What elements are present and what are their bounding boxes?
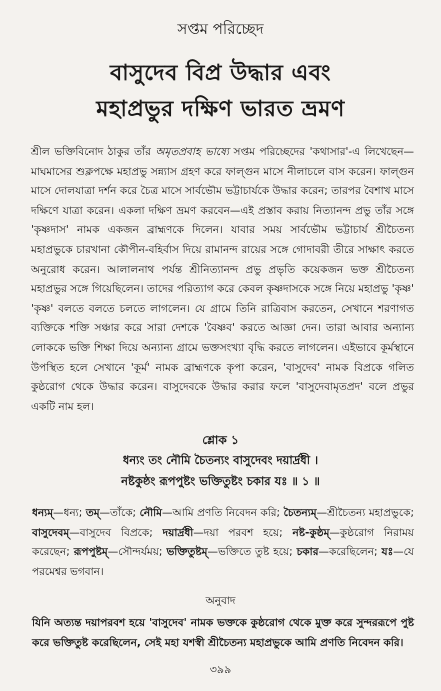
sanskrit-word: ভক্তিতুষ্টম্ xyxy=(166,546,208,558)
verse-line-1: ধন্যং তং নৌমি চৈতন্যং বাসুদেবং দয়ার্দ্রধী । xyxy=(122,453,319,467)
word-meaning: —সৌন্দর্যময়; xyxy=(107,546,167,558)
sanskrit-word: দয়ার্দ্রধী xyxy=(162,526,194,539)
translation-heading: অনুবাদ xyxy=(205,595,236,607)
sanskrit-word: বাসুদেবম্ xyxy=(32,526,70,539)
translation-text: যিনি অত্যন্ত দয়াপরবশ হয়ে 'বাসুদেব' নামক ভক্তকে কুষ্ঠরোগ থেকে মুক্ত করে সুন্দররূপে পুষ্ট করে ভক্তিতুষ্ট করেছিলেন, সেই মহা যশস্বী শ্রীচৈতন্য মহাপ্রভুকে আমি প্রণতি নিবেদন করি। xyxy=(32,617,414,649)
summary-text-start: শ্রীল ভক্তিবিনোদ ঠাকুর তাঁর xyxy=(31,146,156,158)
word-meaning: —ভক্তিতে তুষ্ট হয়ে; xyxy=(207,546,297,558)
summary-italic-reference: অমৃতপ্রবাহ ভাষ্যে xyxy=(155,146,229,158)
chapter-title-line-2: মহাপ্রভুর দক্ষিণ ভারত ভ্রমণ xyxy=(96,97,345,122)
sanskrit-word: চৈতন্যম্ xyxy=(283,507,317,519)
sanskrit-word: ধন্যম্ xyxy=(32,507,54,519)
summary-text-rest: সপ্তম পরিচ্ছেদের 'কথাসার'-এ লিখেছেন—মাঘমাসের শুক্লপক্ষে মহাপ্রভু সন্ন্যাস গ্রহণ করে ফাল্গুন মাসে নীলাচলে বাস করেন। ফাল্গুন মাসে দোলযাত্রা দর্শন করে চৈত্র মাসে সার্বভৌম ভট্টাচার্যকে উদ্ধার করেন; তারপর বৈশাখ মাসে দক্ষিণে যাত্রা করেন। একলা দক্ষিণ ভ্রমণ করবেন—এই প্রস্তাব করায় নিত্যানন্দ প্রভু তাঁর সঙ্গে 'কৃষ্ণদাস' নামক একজন ব্রাহ্মণকে দিলেন। যাবার সময় সার্বভৌম ভট্টাচার্য শ্রীচৈতন্য মহাপ্রভুকে চারখানা কৌপীন-বহির্বাস দিয়ে রামানন্দ রায়ের সঙ্গে গোদাবরী তীরে সাক্ষাৎ করতে অনুরোধ করেন। আলালনাথ পর্যন্ত শ্রীনিত্যানন্দ প্রভু প্রভৃতি কয়েকজন ভক্ত শ্রীচৈতন্য মহাপ্রভুর সঙ্গে গিয়েছিলেন। তাদের পরিত্যাগ করে কেবল কৃষ্ণদাসকে সঙ্গে নিয়ে মহাপ্রভু 'কৃষ্ণ' 'কৃষ্ণ' বলতে বলতে চলতে লাগলেন। যে গ্রামে তিনি রাত্রিবাস করতেন, সেখানে শরণাগত ব্যক্তিকে শক্তি সঞ্চার করে সারা দেশকে 'বৈষ্ণব' করতে আজ্ঞা দেন। তারা আবার অন্যান্য লোককে ভক্তি শিক্ষা দিয়ে অন্যান্য গ্রামে ভক্তসংখ্যা বৃদ্ধি করতে লাগলেন। এইভাবে কূর্মস্থানে উপস্থিত হলে সেখানে 'কূর্ম' নামক ব্রাহ্মণকে কৃপা করেন, 'বাসুদেব' নামক বিপ্রকে গলিত কুষ্ঠরোগ থেকে উদ্ধার করেন। বাসুদেবকে উদ্ধার করার ফলে 'বাসুদেবামৃতপ্রদ' বলে প্রভুর একটি নাম হল। xyxy=(31,146,414,413)
sanskrit-word: যঃ xyxy=(381,546,394,558)
sanskrit-word: নৌমি xyxy=(139,507,162,519)
sanskrit-word: চকার xyxy=(296,546,319,558)
verse-heading: শ্লোক ১ xyxy=(202,433,239,447)
word-meaning: —তাঁকে; xyxy=(99,507,140,519)
sanskrit-word: নষ্ট-কুষ্ঠম্ xyxy=(292,526,330,539)
word-meaning: —ধন্য; xyxy=(53,507,86,519)
word-meaning: —যে পরমেশ্বর ভগবান। xyxy=(32,546,414,578)
chapter-heading: সপ্তম পরিচ্ছেদ xyxy=(177,20,264,38)
word-meaning: —কুষ্ঠরোগ নিরাময় করেছেন; xyxy=(32,526,414,558)
page-number: ৩৯৯ xyxy=(209,663,232,676)
sanskrit-word: রূপপুষ্টম্ xyxy=(73,546,108,558)
chapter-title-line-1: বাসুদেব বিপ্র উদ্ধার এবং xyxy=(110,61,331,86)
word-meaning: —করেছিলেন; xyxy=(318,546,382,558)
word-meaning: —শ্রীচৈতন্য মহাপ্রভুকে; xyxy=(316,507,414,519)
word-for-word-meanings xyxy=(32,504,414,582)
sanskrit-word: তম্ xyxy=(85,507,100,519)
word-meaning: —দয়া পরবশ হয়ে; xyxy=(193,526,293,539)
word-meaning: —আমি প্রণতি নিবেদন করি; xyxy=(162,507,284,519)
verse-line-2: নষ্টকুষ্ঠং রূপপুষ্টং ভক্তিতুষ্টং চকার যঃ ॥ ১ ॥ xyxy=(121,474,320,488)
chapter-summary-paragraph xyxy=(31,143,414,417)
word-meaning: —বাসুদেব বিপ্রকে; xyxy=(69,526,163,539)
